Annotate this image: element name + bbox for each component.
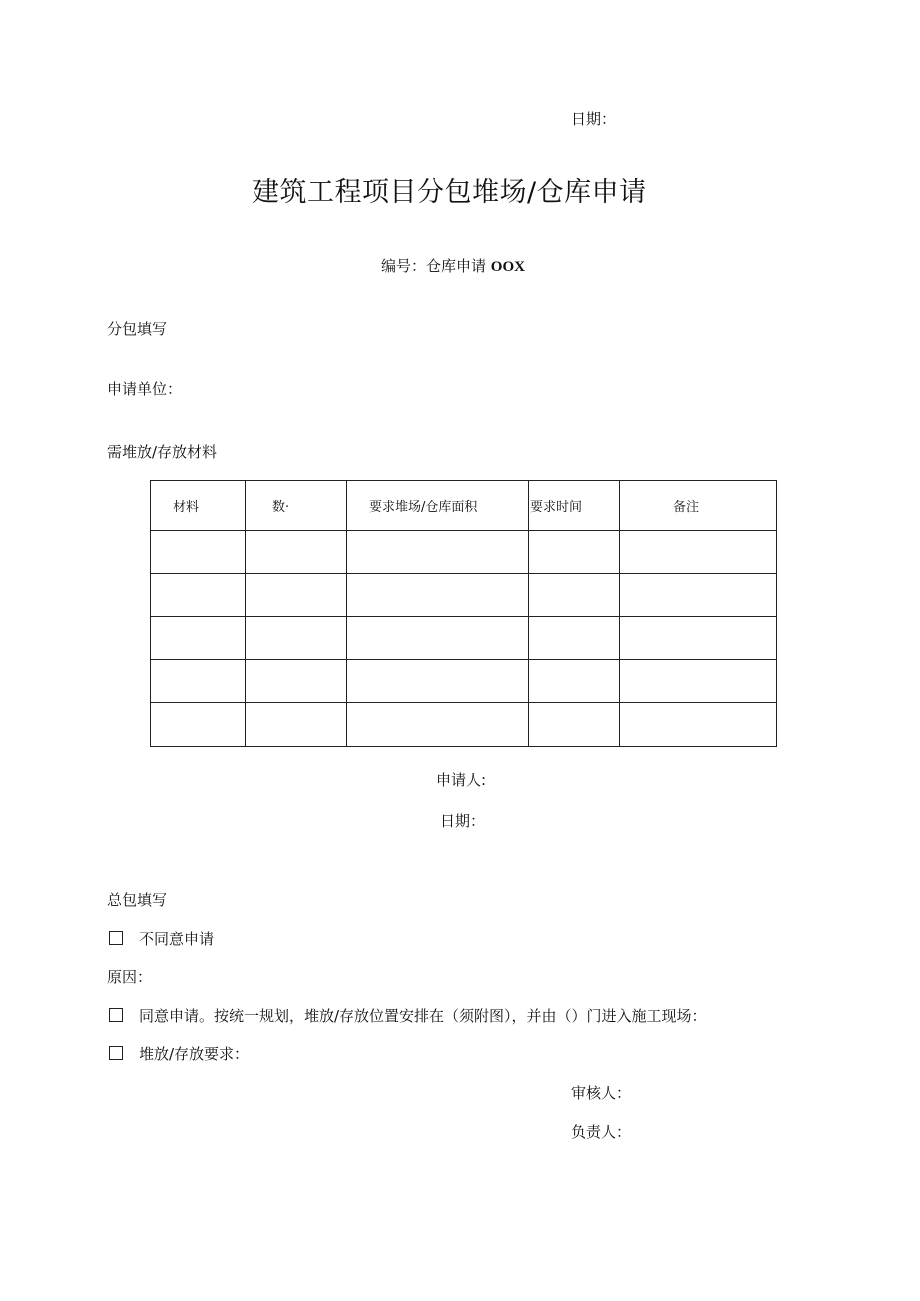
- table-cell-quantity[interactable]: [246, 660, 347, 703]
- agree-checkbox[interactable]: [109, 1008, 123, 1022]
- option-disagree-label: 不同意申请: [139, 930, 215, 948]
- table-cell-time[interactable]: [529, 574, 620, 617]
- reviewer-label: 审核人：: [571, 1084, 632, 1102]
- table-row: [151, 531, 777, 574]
- table-row: [151, 703, 777, 747]
- table-cell-remarks[interactable]: [620, 660, 777, 703]
- col-header-material: 材料: [151, 481, 246, 531]
- table-header-row: [151, 481, 777, 531]
- table-cell-area[interactable]: [347, 703, 529, 747]
- page-title: 建筑工程项目分包堆场/仓库申请: [252, 177, 647, 208]
- table-cell-material[interactable]: [151, 574, 246, 617]
- subcontractor-section-title: 分包填写: [107, 320, 168, 338]
- table-cell-material[interactable]: [151, 617, 246, 660]
- table-row: [151, 617, 777, 660]
- col-header-time: 要求时间: [529, 481, 620, 531]
- table-row: [151, 660, 777, 703]
- table-cell-quantity[interactable]: [246, 703, 347, 747]
- option-agree[interactable]: [109, 1005, 707, 1026]
- option-requirements-label: 堆放/存放要求：: [139, 1045, 250, 1063]
- col-header-remarks: 备注: [620, 481, 777, 531]
- materials-table: [150, 480, 777, 747]
- applicant-label: 申请人:: [436, 771, 487, 789]
- responsible-label: 负责人：: [571, 1123, 632, 1141]
- table-cell-area[interactable]: [347, 531, 529, 574]
- table-row: [151, 574, 777, 617]
- applicant-unit-label: 申请单位：: [107, 380, 183, 398]
- table-cell-time[interactable]: [529, 660, 620, 703]
- table-cell-material[interactable]: [151, 703, 246, 747]
- table-cell-remarks[interactable]: [620, 574, 777, 617]
- option-disagree[interactable]: [109, 928, 214, 949]
- table-cell-quantity[interactable]: [246, 531, 347, 574]
- table-cell-area[interactable]: [347, 660, 529, 703]
- table-cell-area[interactable]: [347, 617, 529, 660]
- table-cell-material[interactable]: [151, 660, 246, 703]
- table-cell-material[interactable]: [151, 531, 246, 574]
- document-number: [381, 255, 525, 276]
- col-header-area: 要求堆场/仓库面积: [347, 481, 529, 531]
- document-number-label: 编号：仓库申请: [381, 257, 487, 275]
- table-cell-time[interactable]: [529, 703, 620, 747]
- option-requirements[interactable]: [109, 1043, 249, 1064]
- table-cell-area[interactable]: [347, 574, 529, 617]
- header-date-label: 日期：: [571, 110, 617, 128]
- document-number-code: OOX: [490, 259, 525, 275]
- table-cell-remarks[interactable]: [620, 617, 777, 660]
- table-cell-remarks[interactable]: [620, 531, 777, 574]
- table-cell-time[interactable]: [529, 617, 620, 660]
- materials-label: 需堆放/存放材料: [107, 443, 218, 461]
- subcontractor-date-label: 日期：: [440, 812, 486, 830]
- requirements-checkbox[interactable]: [109, 1046, 123, 1060]
- table-cell-quantity[interactable]: [246, 617, 347, 660]
- general-contractor-section-title: 总包填写: [107, 891, 168, 909]
- table-cell-remarks[interactable]: [620, 703, 777, 747]
- option-agree-label: 同意申请。按统一规划，堆放/存放位置安排在（须附图），并由（）门进入施工现场：: [139, 1007, 707, 1025]
- table-cell-time[interactable]: [529, 531, 620, 574]
- table-cell-quantity[interactable]: [246, 574, 347, 617]
- reason-label: 原因：: [107, 968, 153, 986]
- col-header-quantity: 数·: [246, 481, 347, 531]
- disagree-checkbox[interactable]: [109, 931, 123, 945]
